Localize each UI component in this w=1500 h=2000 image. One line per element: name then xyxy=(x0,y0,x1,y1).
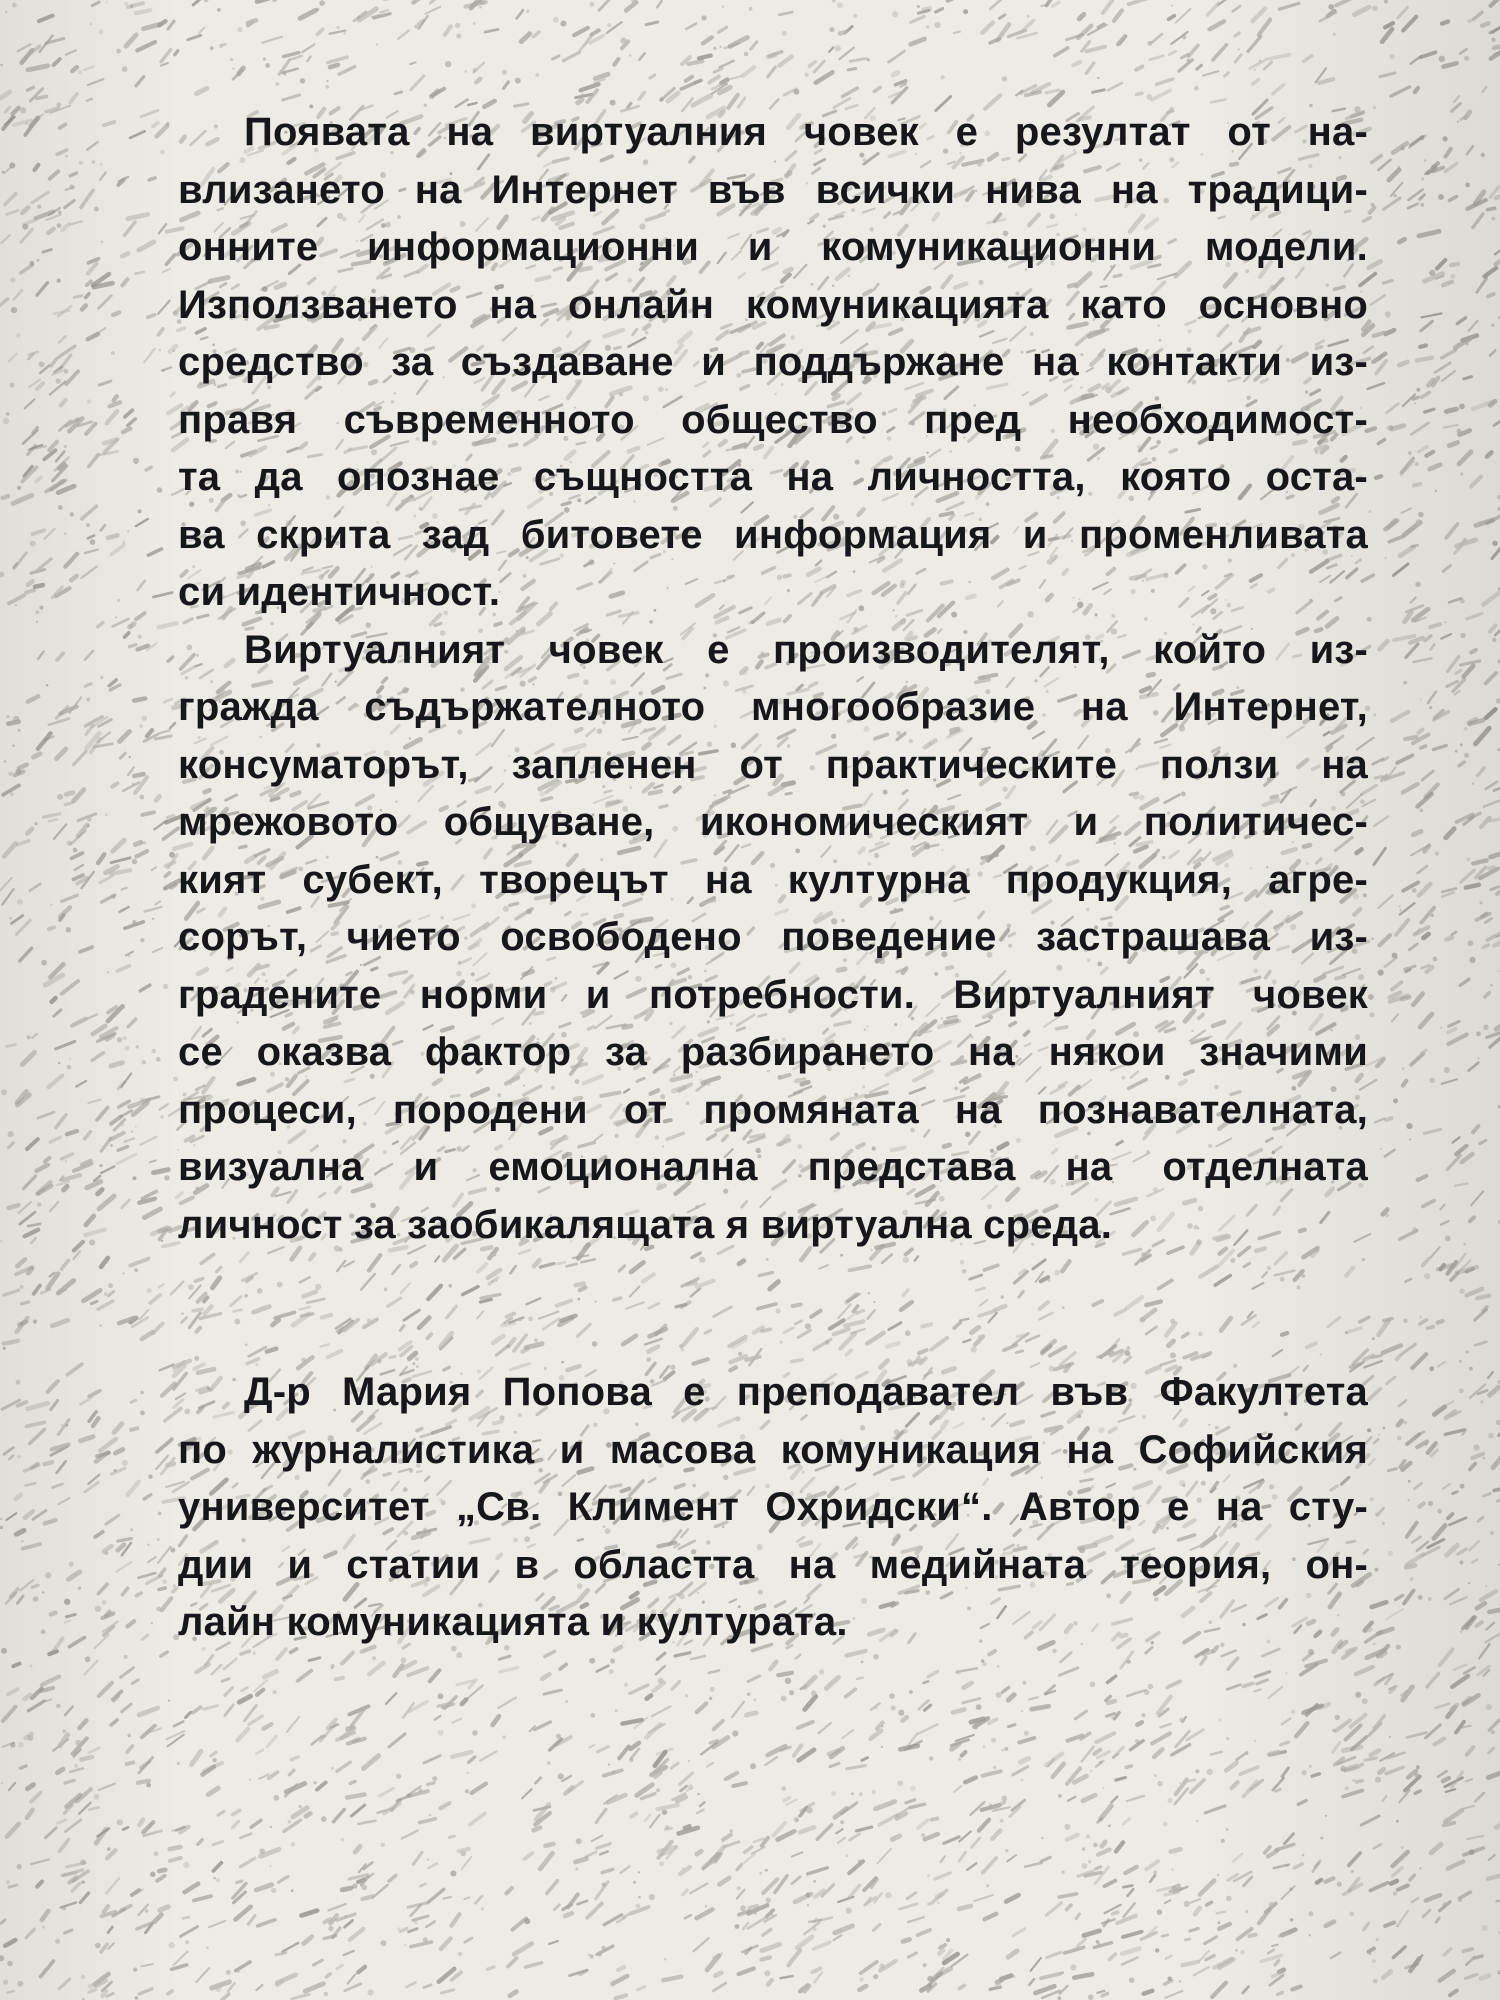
text-line: по журналистика и масова комуникация на Софийския xyxy=(178,1427,1368,1472)
text-line: консуматорът, запленен от практическите ползи на xyxy=(178,742,1368,787)
text-line: мрежовото общуване, икономическият и политичес- xyxy=(178,800,1368,844)
text-line: си идентичност. xyxy=(178,570,501,614)
text-line: сорът, чието освободено поведение застрашава из- xyxy=(178,915,1368,959)
text-line: та да опознае същността на личността, която оста- xyxy=(178,455,1368,499)
text-line: личност за заобикалящата я виртуална среда. xyxy=(178,1202,1113,1247)
book-description xyxy=(178,104,1368,1254)
text-line: гражда съдържателното многообразие на Интернет, xyxy=(178,685,1368,729)
text-line: Виртуалният човек е производителят, който из- xyxy=(244,627,1368,672)
text-line: средство за създаване и поддържане на контакти из- xyxy=(178,340,1368,384)
text-line: Използването на онлайн комуникацията като основно xyxy=(178,282,1368,327)
author-bio xyxy=(178,1364,1368,1652)
text-line: дии и статии в областта на медийната теория, он- xyxy=(178,1542,1368,1587)
text-line: кият субект, творецът на културна продукция, агре- xyxy=(178,857,1368,902)
text-line: Д-р Мария Попова е преподавател във Факултета xyxy=(244,1370,1368,1414)
text-line: лайн комуникацията и културата. xyxy=(178,1600,848,1644)
author-paragraph xyxy=(178,1364,1368,1652)
text-line: правя съвременното общество пред необходимост- xyxy=(178,397,1368,442)
text-line: градените норми и потребности. Виртуалният човек xyxy=(178,972,1368,1017)
text-line: онните информационни и комуникационни модели. xyxy=(178,225,1368,269)
text-line: влизането на Интернет във всички нива на традици- xyxy=(178,167,1368,212)
text-line: се оказва фактор за разбирането на някои значими xyxy=(178,1030,1368,1074)
intro-paragraph xyxy=(178,104,1368,622)
text-line: Появата на виртуалния човек е резултат от на- xyxy=(244,110,1368,154)
text-line: процеси, породени от промяната на познавателната, xyxy=(178,1087,1368,1132)
text-line: визуална и емоционална представа на отделната xyxy=(178,1145,1368,1189)
text-line: ва скрита зад битовете информация и променливата xyxy=(178,512,1368,557)
virtual-human-paragraph xyxy=(178,622,1368,1255)
text-line: университет „Св. Климент Охридски“. Автор е на сту- xyxy=(178,1485,1368,1529)
